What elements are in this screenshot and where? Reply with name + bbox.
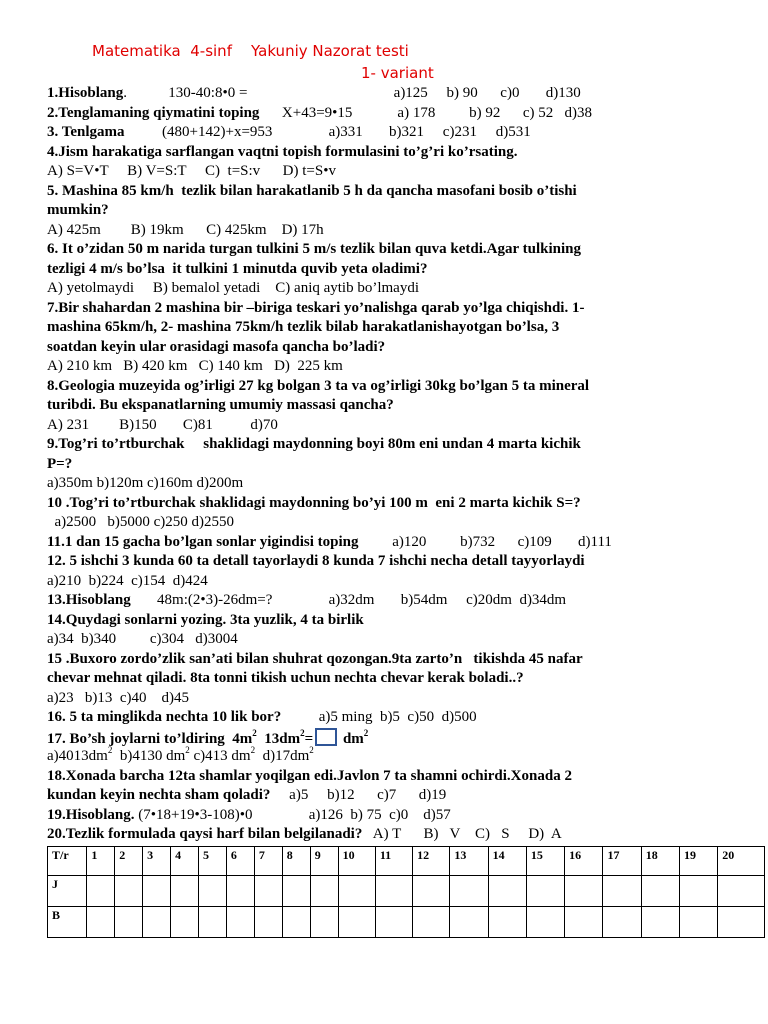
question-line [47, 318, 759, 338]
answer-cell[interactable] [603, 876, 641, 907]
question-text: 6. It o’zidan 50 m narida turgan tulkini 5 m/s tezlik bilan quva ketdi.Agar tulkining [47, 241, 581, 257]
answer-cell[interactable] [115, 876, 143, 907]
question-line [47, 435, 759, 455]
answer-cell[interactable] [226, 907, 254, 938]
answer-cell[interactable] [680, 907, 718, 938]
question-line [47, 513, 759, 533]
question-line [47, 825, 759, 845]
question-line [47, 572, 759, 592]
question-line [47, 123, 759, 143]
question-text: A) 425m B) 19km C) 425km D) 17h [47, 221, 324, 238]
question-line [47, 669, 759, 689]
question-text: a)5 ming b)5 c)50 d)500 [281, 709, 477, 725]
answer-cell[interactable] [413, 876, 450, 907]
question-text: soatdan keyin ular orasidagi masofa qancha bo’ladi? [47, 338, 386, 355]
test-questions [47, 84, 759, 845]
row-label: B [48, 907, 87, 938]
question-line [47, 396, 759, 416]
question-line [47, 104, 759, 124]
question-line [47, 474, 759, 494]
question-number-cell: 20 [718, 847, 765, 876]
question-text: 1.Hisoblang [47, 85, 124, 101]
answer-cell[interactable] [488, 907, 526, 938]
question-number-cell: 1 [87, 847, 115, 876]
answer-cell[interactable] [450, 876, 488, 907]
test-title: Matematika 4-sinf Yakuniy Nazorat testi [92, 42, 409, 60]
answer-cell[interactable] [338, 876, 375, 907]
question-text: chevar mehnat qiladi. 8ta tonni tikish uchun nechta chevar kerak boladi..? [47, 670, 524, 686]
question-text: a)4013dm [47, 748, 108, 764]
answer-cell[interactable] [603, 907, 641, 938]
question-line [47, 494, 759, 514]
question-text: 8.Geologia muzeyida og’irligi 27 kg bolgan 3 ta va og’irligi 30kg bo’lgan 5 ta mineral [47, 377, 590, 394]
question-text: dm [339, 730, 364, 747]
question-line [47, 611, 759, 631]
question-text: 10 .Tog’ri to’rtburchak shaklidagi maydonning bo’yi 100 m eni 2 marta kichik S=? [47, 494, 581, 511]
question-text: 14.Quydagi sonlarni yozing. 3ta yuzlik, 4 ta birlik [47, 611, 364, 628]
question-text: 13dm [256, 730, 301, 747]
question-text: A) T B) V C) S D) A [362, 826, 562, 842]
superscript: 2 [250, 745, 256, 755]
answer-table-header [48, 847, 765, 876]
question-line [47, 279, 759, 299]
answer-cell[interactable] [526, 876, 564, 907]
question-text: a)2500 b)5000 c)250 d)2550 [47, 514, 235, 530]
question-line [47, 182, 759, 202]
question-number-cell: 2 [115, 847, 143, 876]
question-number-cell: 5 [199, 847, 227, 876]
question-text: . 130-40:8•0 = a)125 b) 90 c)0 d)130 [123, 85, 581, 101]
question-line [47, 806, 759, 826]
question-text: 16. 5 ta minglikda nechta 10 lik bor? [47, 709, 282, 725]
question-text: A) yetolmaydi B) bemalol yetadi C) aniq aytib bo’lmaydi [47, 280, 420, 296]
question-text: a)350m b)120m c)160m d)200m [47, 475, 244, 491]
question-text: 15 .Buxoro zordo’zlik san’ati bilan shuhrat qozongan.9ta zarto’n tikishda 45 nafar [47, 650, 583, 667]
answer-cell[interactable] [282, 876, 310, 907]
question-line [47, 650, 759, 670]
question-line [47, 708, 759, 728]
question-number-cell: 3 [143, 847, 171, 876]
question-number-cell: 11 [375, 847, 412, 876]
question-text: b)4130 dm [112, 748, 186, 764]
answer-cell[interactable] [641, 876, 679, 907]
question-line [47, 455, 759, 475]
question-text: d)17dm [255, 748, 310, 764]
question-text: 19.Hisoblang. [47, 806, 135, 823]
question-number-cell: 19 [680, 847, 718, 876]
question-line [47, 630, 759, 650]
answer-cell[interactable] [143, 907, 171, 938]
question-text: 20.Tezlik formulada qaysi harf bilan belgilanadi? [47, 826, 363, 842]
superscript: 2 [300, 727, 305, 738]
answer-cell[interactable] [254, 907, 282, 938]
answer-cell[interactable] [488, 876, 526, 907]
question-number-cell: 7 [254, 847, 282, 876]
question-text: 5. Mashina 85 km/h tezlik bilan harakatlanib 5 h da qancha masofani bosib o’tishi [47, 182, 577, 199]
answer-cell[interactable] [413, 907, 450, 938]
question-text: = [304, 730, 314, 747]
question-text: tezligi 4 m/s bo’lsa it tulkini 1 minutda quvib yeta oladimi? [47, 260, 428, 277]
question-number-cell: 9 [310, 847, 338, 876]
superscript: 2 [252, 727, 257, 738]
question-line [47, 338, 759, 358]
answer-cell[interactable] [338, 907, 375, 938]
question-number-cell: 15 [526, 847, 564, 876]
question-text: a)210 b)224 c)154 d)424 [47, 572, 208, 589]
answer-cell[interactable] [310, 876, 338, 907]
answer-cell[interactable] [199, 907, 227, 938]
question-number-cell: 17 [603, 847, 641, 876]
question-text: A) 231 B)150 C)81 d)70 [47, 416, 278, 433]
question-line [47, 84, 759, 104]
question-text: 3. Tenlgama [47, 124, 125, 140]
answer-table [47, 846, 765, 938]
answer-row [48, 907, 765, 938]
question-number-cell: 4 [171, 847, 199, 876]
question-text: A) 210 km B) 420 km C) 140 km D) 225 km [47, 358, 343, 374]
question-text: a)34 b)340 c)304 d)3004 [47, 631, 238, 647]
answer-cell[interactable] [310, 907, 338, 938]
question-text: (7•18+19•3-108)•0 a)126 b) 75 c)0 d)57 [134, 806, 451, 823]
question-text: 2.Tenglamaning qiymatini toping [47, 104, 260, 121]
question-text: a)23 b)13 c)40 d)45 [47, 689, 190, 706]
answer-cell[interactable] [641, 907, 679, 938]
superscript: 2 [363, 727, 369, 738]
question-text: mashina 65km/h, 2- mashina 75km/h tezlik bilab harakatlanishayotgan bo’lsa, 3 [47, 319, 560, 335]
answer-cell[interactable] [282, 907, 310, 938]
answer-cell[interactable] [171, 907, 199, 938]
question-line [47, 201, 759, 221]
question-text: 11.1 dan 15 gacha bo’lgan sonlar yigindisi toping [47, 533, 359, 550]
question-text: mumkin? [47, 202, 109, 218]
question-number-cell: 13 [450, 847, 488, 876]
question-line [47, 240, 759, 260]
answer-cell[interactable] [254, 876, 282, 907]
question-text: c)413 dm [189, 748, 251, 764]
question-line [47, 416, 759, 436]
question-number-cell: 16 [565, 847, 603, 876]
answer-cell[interactable] [199, 876, 227, 907]
question-line [47, 221, 759, 241]
question-number-cell: 10 [338, 847, 375, 876]
question-line [47, 162, 759, 182]
question-line [47, 552, 759, 572]
question-text: 17. Bo’sh joylarni to’ldiring 4m [47, 730, 253, 747]
question-line [47, 143, 759, 163]
question-text: a)120 b)732 c)109 d)111 [358, 533, 612, 550]
question-line [47, 786, 759, 806]
question-line [47, 377, 759, 397]
question-text: turibdi. Bu ekspanatlarning umumiy massasi qancha? [47, 397, 394, 413]
question-number-cell: 18 [641, 847, 679, 876]
question-text: 7.Bir shahardan 2 mashina bir –biriga teskari yo’nalishga qarab yo’lga chiqishdi. 1- [47, 299, 585, 316]
question-text: P=? [47, 455, 73, 472]
row-label: J [48, 876, 87, 907]
answer-cell[interactable] [226, 876, 254, 907]
question-text: kundan keyin nechta sham qoladi? [47, 787, 271, 803]
question-line [47, 767, 759, 787]
answer-cell[interactable] [87, 907, 115, 938]
answer-cell[interactable] [115, 907, 143, 938]
answer-cell[interactable] [375, 876, 412, 907]
question-text: 12. 5 ishchi 3 kunda 60 ta detall tayorlaydi 8 kunda 7 ishchi necha detall tayyorlaydi [47, 553, 585, 569]
answer-cell[interactable] [718, 907, 765, 938]
answer-cell[interactable] [680, 876, 718, 907]
superscript: 2 [107, 745, 113, 755]
question-line [47, 299, 759, 319]
answer-cell[interactable] [87, 876, 115, 907]
superscript: 2 [185, 745, 190, 755]
question-line [47, 689, 759, 709]
header-cell: T/r [48, 847, 87, 876]
question-line [47, 533, 759, 553]
superscript: 2 [309, 745, 314, 755]
question-line [47, 357, 759, 377]
question-text: 13.Hisoblang [47, 592, 131, 608]
question-text: X+43=9•15 a) 178 b) 92 c) 52 d)38 [259, 104, 592, 121]
question-number-cell: 6 [226, 847, 254, 876]
answer-cell[interactable] [143, 876, 171, 907]
answer-row [48, 876, 765, 907]
answer-cell[interactable] [450, 907, 488, 938]
question-text: a)5 b)12 c)7 d)19 [270, 787, 447, 803]
answer-cell[interactable] [375, 907, 412, 938]
question-line [47, 260, 759, 280]
question-line [47, 747, 759, 767]
variant-label: 1- variant [361, 64, 434, 82]
question-number-cell: 14 [488, 847, 526, 876]
question-text: 4.Jism harakatiga sarflangan vaqtni topish formulasini to’g’ri ko’rsating. [47, 143, 518, 160]
question-text: A) S=V•T B) V=S:T C) t=S:v D) t=S•v [47, 163, 336, 179]
question-number-cell: 12 [413, 847, 450, 876]
answer-cell[interactable] [565, 907, 603, 938]
question-line [47, 728, 759, 748]
answer-cell[interactable] [526, 907, 564, 938]
answer-cell[interactable] [171, 876, 199, 907]
question-line [47, 591, 759, 611]
answer-cell[interactable] [565, 876, 603, 907]
question-text: (480+142)+x=953 a)331 b)321 c)231 d)531 [124, 124, 531, 140]
question-text: 48m:(2•3)-26dm=? a)32dm b)54dm c)20dm d)34dm [130, 592, 567, 608]
answer-blank-box [315, 728, 337, 746]
answer-cell[interactable] [718, 876, 765, 907]
question-text: 18.Xonada barcha 12ta shamlar yoqilgan edi.Javlon 7 ta shamni ochirdi.Xonada 2 [47, 767, 572, 784]
question-text: 9.Tog’ri to’rtburchak shaklidagi maydonning boyi 80m eni undan 4 marta kichik [47, 436, 581, 452]
question-number-cell: 8 [282, 847, 310, 876]
